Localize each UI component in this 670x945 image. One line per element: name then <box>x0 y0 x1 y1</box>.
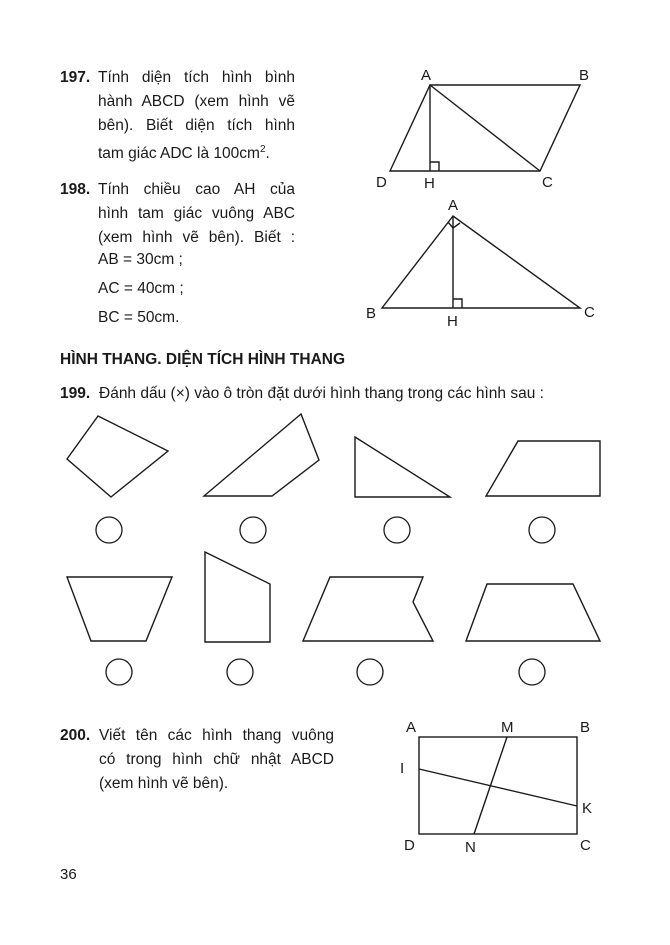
problem-197-line-3: bên). Biết diện tích hình <box>98 117 295 134</box>
answer-circle-3[interactable] <box>384 517 410 543</box>
answer-circle-2[interactable] <box>240 517 266 543</box>
figure-200-rectangle <box>400 719 592 856</box>
shape-1-quadrilateral <box>67 416 168 497</box>
triangle-abc <box>382 216 580 308</box>
label-198-h: H <box>447 313 458 330</box>
answer-circle-6[interactable] <box>227 659 253 685</box>
section-heading: HÌNH THANG. DIỆN TÍCH HÌNH THANG <box>60 351 346 368</box>
label-200-d: D <box>404 837 415 854</box>
problem-197-line-4-period: . <box>265 145 270 163</box>
label-197-b: B <box>579 67 590 84</box>
label-200-b: B <box>580 719 591 736</box>
problem-200-number: 200. <box>60 727 91 744</box>
answer-circle-7[interactable] <box>357 659 383 685</box>
figure-197-parallelogram <box>376 67 589 192</box>
figure-199-shapes <box>67 414 600 685</box>
problem-198-line-3: (xem hình vẽ bên). Biết : <box>98 229 295 246</box>
label-198-a: A <box>448 197 459 214</box>
page-number: 36 <box>60 866 77 883</box>
label-200-a: A <box>406 719 417 736</box>
problem-199-number: 199. <box>60 385 91 402</box>
problem-198-line-1: Tính chiều cao AH của <box>98 181 295 198</box>
problem-200-line-1: Viết tên các hình thang vuông <box>99 727 334 744</box>
shape-7-notched-quadrilateral <box>303 577 433 641</box>
problem-200-line-2: có trong hình chữ nhật ABCD <box>99 751 334 768</box>
shape-2-quadrilateral <box>204 414 319 496</box>
figure-198-triangle <box>366 197 595 330</box>
problem-198-number: 198. <box>60 181 91 198</box>
label-197-d: D <box>376 174 387 191</box>
problem-197-line-2: hành ABCD (xem hình vẽ <box>98 93 295 110</box>
problem-197-superscript: 2 <box>259 144 266 155</box>
problem-197-line-4-text: tam giác ADC là 100cm <box>98 145 260 163</box>
label-198-b: B <box>366 305 377 322</box>
label-197-c: C <box>542 174 553 191</box>
label-200-m: M <box>501 719 514 736</box>
label-197-h: H <box>424 175 435 192</box>
problem-198-given-bc: BC = 50cm. <box>98 309 180 326</box>
shape-8-trapezoid <box>466 584 600 641</box>
label-200-c: C <box>580 837 591 854</box>
label-200-n: N <box>465 839 476 856</box>
shape-5-trapezoid <box>67 577 172 641</box>
segment-ik <box>419 769 577 806</box>
problem-199-text: Đánh dấu (×) vào ô tròn đặt dưới hình thang trong các hình sau : <box>99 385 544 402</box>
label-200-i: I <box>400 760 405 777</box>
answer-circle-4[interactable] <box>529 517 555 543</box>
problem-198-given-ac: AC = 40cm ; <box>98 280 184 297</box>
problem-198-given-ab: AB = 30cm ; <box>98 251 183 268</box>
problem-197-line-1: Tính diện tích hình bình <box>98 69 295 86</box>
answer-circle-5[interactable] <box>106 659 132 685</box>
rectangle-abcd <box>419 737 577 834</box>
label-200-k: K <box>582 800 593 817</box>
problem-197-number: 197. <box>60 69 91 86</box>
right-angle-mark-a <box>448 222 460 228</box>
problem-200-line-3: (xem hình vẽ bên). <box>99 775 229 792</box>
answer-circle-1[interactable] <box>96 517 122 543</box>
right-angle-mark-h <box>453 299 462 308</box>
right-angle-mark-h <box>430 162 439 171</box>
shape-4-trapezoid <box>486 441 600 496</box>
label-197-a: A <box>421 67 432 84</box>
answer-circle-8[interactable] <box>519 659 545 685</box>
label-198-c: C <box>584 304 595 321</box>
diagonal-ac <box>430 85 540 171</box>
problem-198-line-2: hình tam giác vuông ABC <box>98 205 295 222</box>
shape-6-right-trapezoid <box>205 552 270 642</box>
shape-3-triangle <box>355 437 450 497</box>
